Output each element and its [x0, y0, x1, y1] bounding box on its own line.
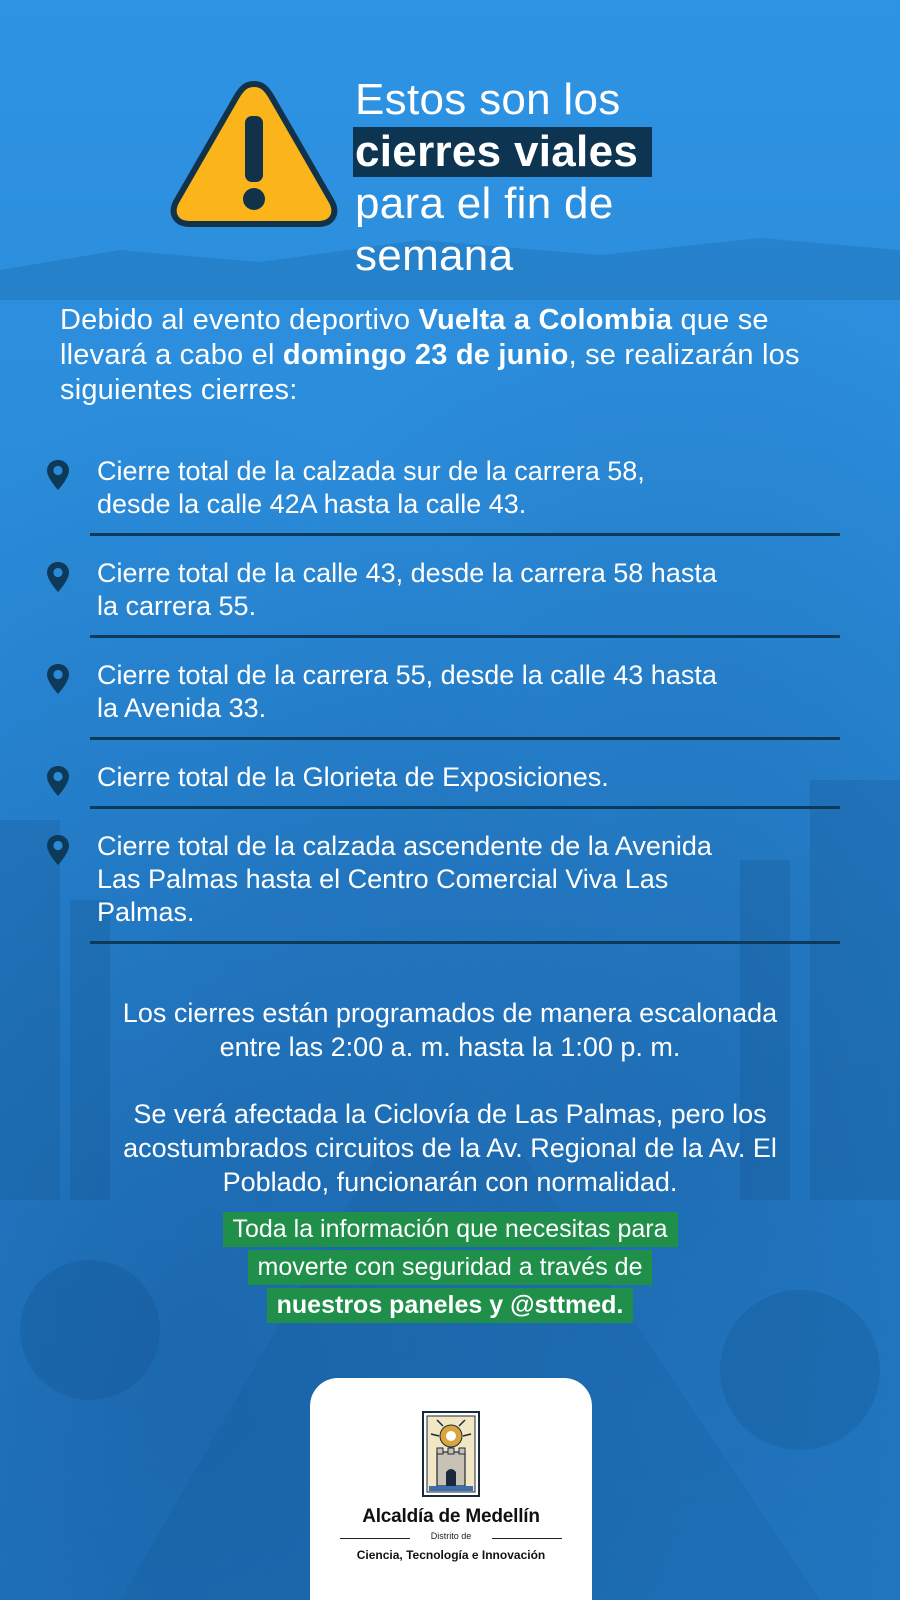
location-pin-icon: [45, 560, 71, 594]
closure-text: Cierre total de la calzada sur de la carrera 58,: [97, 456, 645, 486]
location-pin-icon: [45, 764, 71, 798]
cta-line: moverte con seguridad a través de: [248, 1250, 653, 1285]
title-line-3: para el fin de: [355, 179, 614, 228]
closure-text: Cierre total de la calzada ascendente de la Avenida: [97, 831, 712, 861]
org-subtitle: Distrito de: [430, 1531, 472, 1541]
intro-text: que se llevará a cabo el: [60, 304, 769, 371]
list-item: [40, 659, 840, 742]
logo-card: [310, 1378, 592, 1600]
list-item: [40, 557, 840, 640]
divider: [90, 635, 840, 638]
location-pin-icon: [45, 833, 71, 867]
org-name: Alcaldía de Medellín: [362, 1506, 540, 1527]
event-name: Vuelta a Colombia: [418, 304, 673, 336]
location-pin-icon: [45, 662, 71, 696]
closure-text: Las Palmas hasta el Centro Comercial Viva Las: [97, 864, 669, 894]
closure-text: la carrera 55.: [97, 591, 257, 621]
closure-text: Cierre total de la Glorieta de Exposiciones.: [97, 762, 609, 792]
medellin-coat-of-arms-icon: [421, 1410, 481, 1498]
intro-text: Debido al evento deportivo: [60, 304, 419, 336]
ciclovia-line: acostumbrados circuitos de la Av. Regional de la Av. El: [123, 1133, 777, 1163]
divider: [90, 737, 840, 740]
ciclovia-line: Poblado, funcionarán con normalidad.: [222, 1167, 678, 1197]
closure-text: la Avenida 33.: [97, 693, 267, 723]
schedule-line: entre las 2:00 a. m. hasta la 1:00 p. m.: [219, 1032, 681, 1062]
intro-text: , se realizarán los siguientes cierres:: [60, 339, 800, 406]
list-item: [40, 830, 840, 944]
org-tagline: Ciencia, Tecnología e Innovación: [356, 1548, 546, 1562]
list-item: [40, 761, 840, 811]
title-highlight: cierres viales: [353, 127, 652, 177]
cta-banner: [0, 1212, 900, 1326]
page-title: [355, 74, 652, 282]
schedule-line: Los cierres están programados de manera escalonada: [122, 998, 778, 1028]
intro-paragraph: [60, 303, 860, 408]
closure-text: Cierre total de la calle 43, desde la carrera 58 hasta: [97, 558, 717, 588]
location-pin-icon: [45, 458, 71, 492]
divider: [492, 1538, 562, 1539]
schedule-note: [40, 996, 860, 1064]
closures-list: [40, 455, 840, 944]
cta-line: nuestros paneles y @sttmed.: [267, 1288, 634, 1323]
title-line-1: Estos son los: [355, 75, 621, 124]
divider: [90, 533, 840, 536]
divider: [90, 806, 840, 809]
closure-text: Cierre total de la carrera 55, desde la calle 43 hasta: [97, 660, 717, 690]
closure-text: Palmas.: [97, 897, 195, 927]
ciclovia-line: Se verá afectada la Ciclovía de Las Palmas, pero los: [133, 1099, 767, 1129]
org-subtitle-row: [340, 1531, 562, 1545]
divider: [90, 941, 840, 944]
closure-text: desde la calle 42A hasta la calle 43.: [97, 489, 527, 519]
title-line-4: semana: [355, 231, 514, 280]
warning-triangle-icon: [168, 78, 340, 230]
cta-line: Toda la información que necesitas para: [223, 1212, 678, 1247]
ciclovia-note: [40, 1097, 860, 1199]
list-item: [40, 455, 840, 538]
event-date: domingo 23 de junio: [282, 339, 569, 371]
